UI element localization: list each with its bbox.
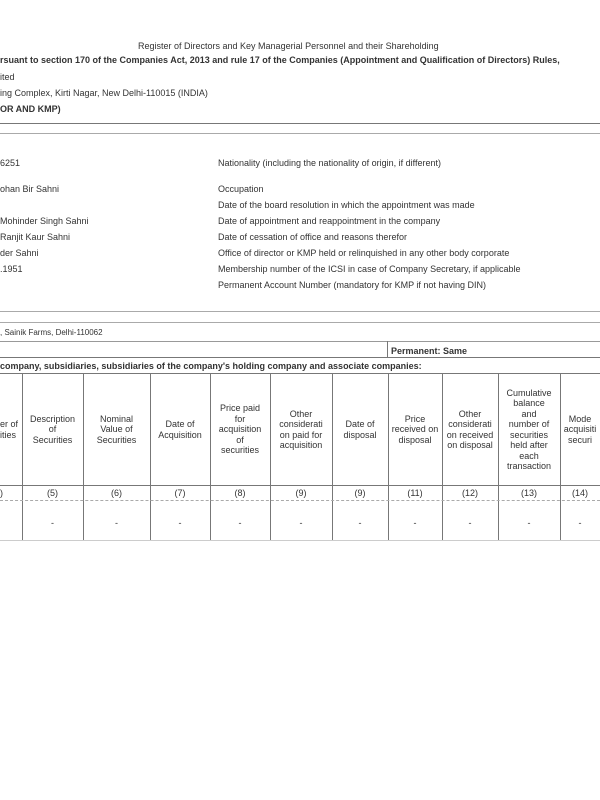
- column-number: (6): [111, 488, 122, 498]
- detail-label-4: Date of cessation of office and reasons therefor: [218, 232, 407, 242]
- column-header: er of ities: [0, 419, 19, 440]
- column-number: (13): [520, 488, 537, 498]
- header-rule-2: [0, 133, 600, 134]
- table-cell: -: [299, 518, 303, 528]
- detail-label-2: Date of the board resolution in which the appointment was made: [218, 200, 475, 210]
- permanent-divider: [387, 341, 388, 358]
- details-rule-2: [0, 322, 600, 323]
- column-number: (12): [461, 488, 478, 498]
- detail-value-0: 6251: [0, 158, 21, 168]
- section-heading: OR AND KMP): [0, 104, 61, 114]
- table-cell: -: [358, 518, 362, 528]
- detail-value-1: ohan Bir Sahni: [0, 184, 60, 194]
- column-header: Date of disposal: [343, 419, 377, 440]
- table-title: company, subsidiaries, subsidiaries of the company's holding company and associate companies:: [0, 361, 422, 371]
- table-cell: -: [238, 518, 242, 528]
- column-header: Description of Securities: [29, 413, 76, 445]
- column-header: Cumulative balance and number of securities held after each transaction: [506, 387, 552, 471]
- details-rule: [0, 311, 600, 312]
- detail-value-5: .1951: [0, 264, 23, 274]
- company-name: ited: [0, 72, 15, 82]
- column-number: (7): [174, 488, 186, 498]
- detail-value-3: Ranjit Kaur Sahni: [0, 232, 71, 242]
- detail-label-6: Membership number of the ICSI in case of Company Secretary, if applicable: [218, 264, 521, 274]
- column-divider: [388, 374, 389, 540]
- column-number: (11): [407, 488, 423, 498]
- column-number: (14): [571, 488, 588, 498]
- column-divider: [210, 374, 211, 540]
- register-title: Register of Directors and Key Managerial Personnel and their Shareholding: [138, 41, 439, 51]
- column-header: Price received on disposal: [391, 413, 439, 445]
- table-cell: -: [578, 518, 582, 528]
- column-number: (8): [234, 488, 246, 498]
- column-header: Date of Acquisition: [158, 419, 202, 440]
- column-header: Price paid for acquisition of securities: [218, 403, 262, 456]
- address-rule: [0, 341, 600, 342]
- column-divider: [150, 374, 151, 540]
- permanent-rule: [0, 357, 600, 358]
- column-number: (9): [354, 488, 366, 498]
- detail-value-4: der Sahni: [0, 248, 39, 258]
- table-cell: -: [115, 518, 118, 528]
- column-header: Other considerati on received on disposal: [446, 408, 494, 450]
- column-divider: [442, 374, 443, 540]
- table-cell: -: [178, 518, 182, 528]
- column-header: Mode acquisiti securi: [563, 413, 597, 445]
- table-cell: -: [413, 518, 417, 528]
- company-address: ing Complex, Kirti Nagar, New Delhi-110015 (INDIA): [0, 88, 208, 98]
- column-number: (5): [47, 488, 58, 498]
- column-divider: [83, 374, 84, 540]
- detail-label-7: Permanent Account Number (mandatory for KMP if not having DIN): [218, 280, 486, 290]
- column-number: (9): [295, 488, 307, 498]
- permanent-address: Permanent: Same: [391, 346, 468, 356]
- column-divider: [22, 374, 23, 540]
- table-top-rule: [0, 373, 600, 374]
- table-cell: -: [527, 518, 531, 528]
- column-divider: [270, 374, 271, 540]
- detail-label-0: Nationality (including the nationality of origin, if different): [218, 158, 441, 168]
- register-subtitle: rsuant to section 170 of the Companies Act, 2013 and rule 17 of the Companies (Appointment and Qualification of Directors) Rules,: [0, 55, 560, 65]
- detail-label-3: Date of appointment and reappointment in the company: [218, 216, 441, 226]
- column-divider: [560, 374, 561, 540]
- number-row-rule: [0, 500, 600, 501]
- header-rule: [0, 123, 600, 124]
- header-bottom-rule: [0, 485, 600, 486]
- row-bottom-rule: [0, 540, 600, 541]
- table-cell: -: [51, 518, 54, 528]
- residential-address: , Sainik Farms, Delhi-110062: [0, 328, 103, 337]
- column-divider: [332, 374, 333, 540]
- detail-label-5: Office of director or KMP held or relinquished in any other body corporate: [218, 248, 510, 258]
- column-number: ): [0, 488, 3, 498]
- table-cell: -: [468, 518, 472, 528]
- column-header: Other considerati on paid for acquisition: [279, 408, 323, 450]
- detail-value-2: Mohinder Singh Sahni: [0, 216, 89, 226]
- column-header: Nominal Value of Securities: [96, 413, 137, 445]
- detail-label-1: Occupation: [218, 184, 264, 194]
